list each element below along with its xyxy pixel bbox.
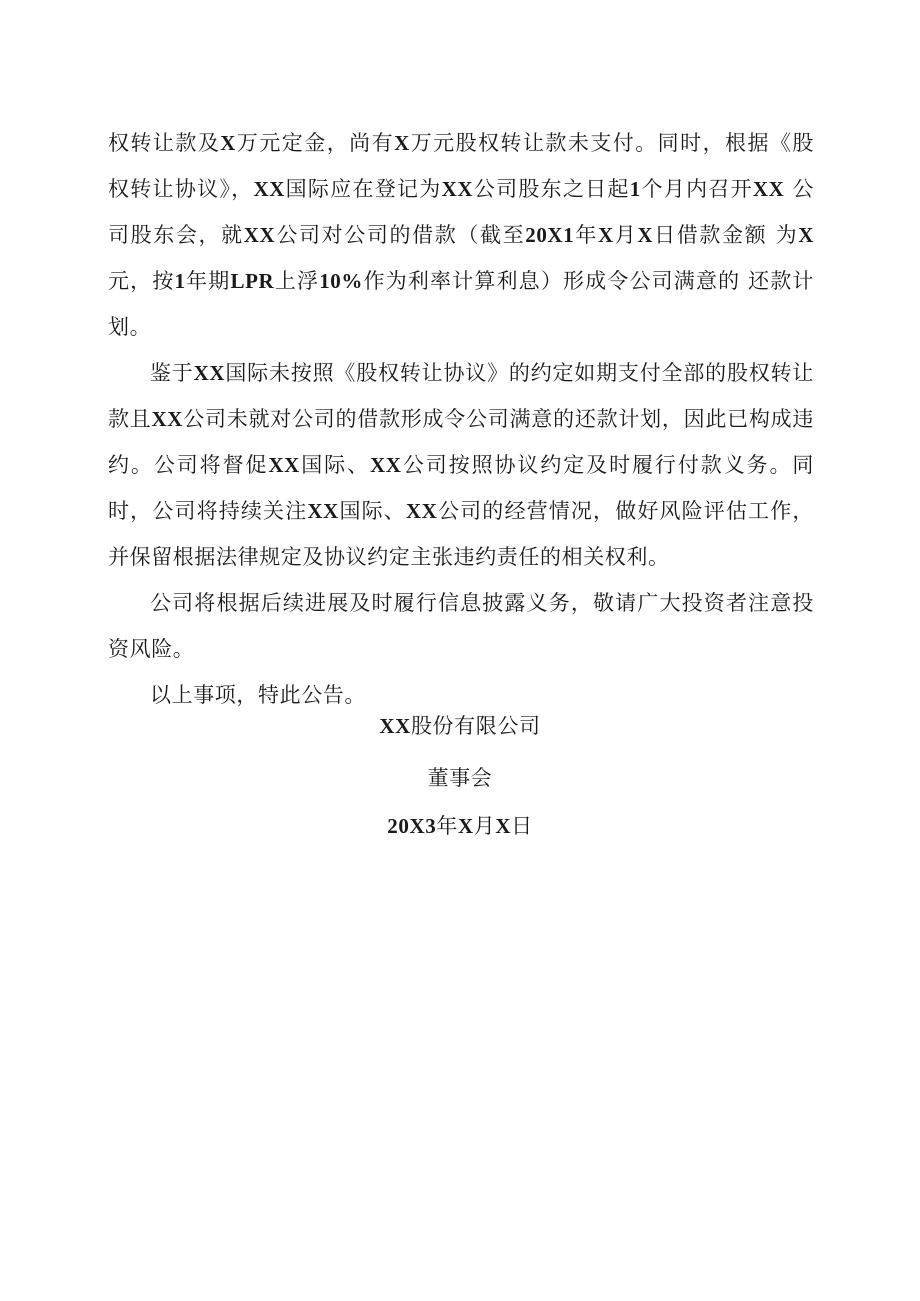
bold-text-run: XX bbox=[370, 453, 402, 477]
bold-text-run: XX bbox=[379, 714, 411, 738]
text-run: 公司股东会，就 bbox=[108, 177, 815, 247]
text-run: 以上事项，特此公告。 bbox=[150, 683, 366, 707]
text-run: 万元定金，尚有 bbox=[236, 131, 395, 155]
bold-text-run: X bbox=[495, 814, 512, 838]
bold-text-run: XX bbox=[151, 407, 184, 431]
text-run: 国际、 bbox=[338, 499, 406, 523]
bold-text-run: X bbox=[597, 223, 614, 247]
text-run: 月 bbox=[613, 223, 638, 247]
document-body bbox=[108, 120, 814, 718]
bold-text-run: 20X1 bbox=[525, 223, 575, 247]
text-run: 公司对公司的借款（截至 bbox=[275, 223, 526, 247]
bold-text-run: 20X3 bbox=[387, 814, 437, 838]
paragraph-disclosure-reminder bbox=[108, 580, 814, 672]
bold-text-run: X bbox=[798, 223, 814, 247]
bold-text-run: LPR bbox=[230, 269, 275, 293]
signature-company bbox=[0, 710, 920, 740]
bold-text-run: XX bbox=[243, 223, 276, 247]
text-run: 国际未按照《股权转让协议》的约定如期支付全部的股权转让款且 bbox=[108, 361, 814, 431]
paragraph-breach-notice bbox=[108, 350, 814, 580]
text-run: 股份有限公司 bbox=[410, 714, 541, 738]
bold-text-run: XX bbox=[253, 177, 285, 201]
text-run: 国际应在登记为 bbox=[284, 177, 442, 201]
text-run: 权转让款及 bbox=[108, 131, 221, 155]
text-run: 公司将根据后续进展及时履行信息披露义务，敬请广大投资者注意投资风险。 bbox=[108, 591, 814, 661]
bold-text-run: XX bbox=[441, 177, 474, 201]
text-run: 万元股权转让款未支付。同时，根据《股 权转让协议》， bbox=[108, 131, 815, 201]
bold-text-run: 10% bbox=[319, 269, 363, 293]
bold-text-run: X bbox=[220, 131, 237, 155]
text-run: 年 bbox=[436, 814, 458, 838]
bold-text-run: XX bbox=[268, 453, 300, 477]
bold-text-run: X bbox=[637, 223, 654, 247]
bold-text-run: XX bbox=[405, 499, 438, 523]
text-run: 国际、 bbox=[299, 453, 370, 477]
bold-text-run: X bbox=[394, 131, 410, 155]
text-run: 日借款金额 为 bbox=[653, 223, 799, 247]
signature-date bbox=[0, 810, 920, 840]
paragraph-equity-transfer-terms bbox=[108, 120, 814, 350]
text-run: 月 bbox=[473, 814, 496, 838]
bold-text-run: 1 bbox=[629, 177, 641, 201]
bold-text-run: 1 bbox=[174, 269, 186, 293]
text-run: 公司未就对公司的借款形成令公司满意的还款计划，因此已构成违约。公司将督促 bbox=[108, 407, 814, 477]
text-run: 鉴于 bbox=[150, 361, 194, 385]
text-run: 年 bbox=[574, 223, 598, 247]
text-run: 公司按照协议约定及时履行付款义务。同时，公司将持续关注 bbox=[108, 453, 814, 523]
text-run: 日 bbox=[511, 814, 533, 838]
text-run: 作为利率计算利息）形成令公司满意的 还款计划。 bbox=[108, 269, 815, 339]
text-run: 个月内召开 bbox=[640, 177, 753, 201]
text-run: 元，按 bbox=[108, 269, 175, 293]
bold-text-run: XX bbox=[752, 177, 785, 201]
bold-text-run: XX bbox=[193, 361, 226, 385]
bold-text-run: XX bbox=[307, 499, 339, 523]
bold-text-run: X bbox=[457, 814, 474, 838]
text-run: 年期 bbox=[185, 269, 231, 293]
signature-board bbox=[0, 762, 920, 792]
text-run: 公司的经营情况，做好风险评估工作，并保留根据法律规定及协议约定主张违约责任的相关权利。 bbox=[108, 499, 814, 569]
text-run: 上浮 bbox=[274, 269, 320, 293]
text-run: 董事会 bbox=[427, 766, 493, 790]
text-run: 公司股东之日起 bbox=[473, 177, 630, 201]
